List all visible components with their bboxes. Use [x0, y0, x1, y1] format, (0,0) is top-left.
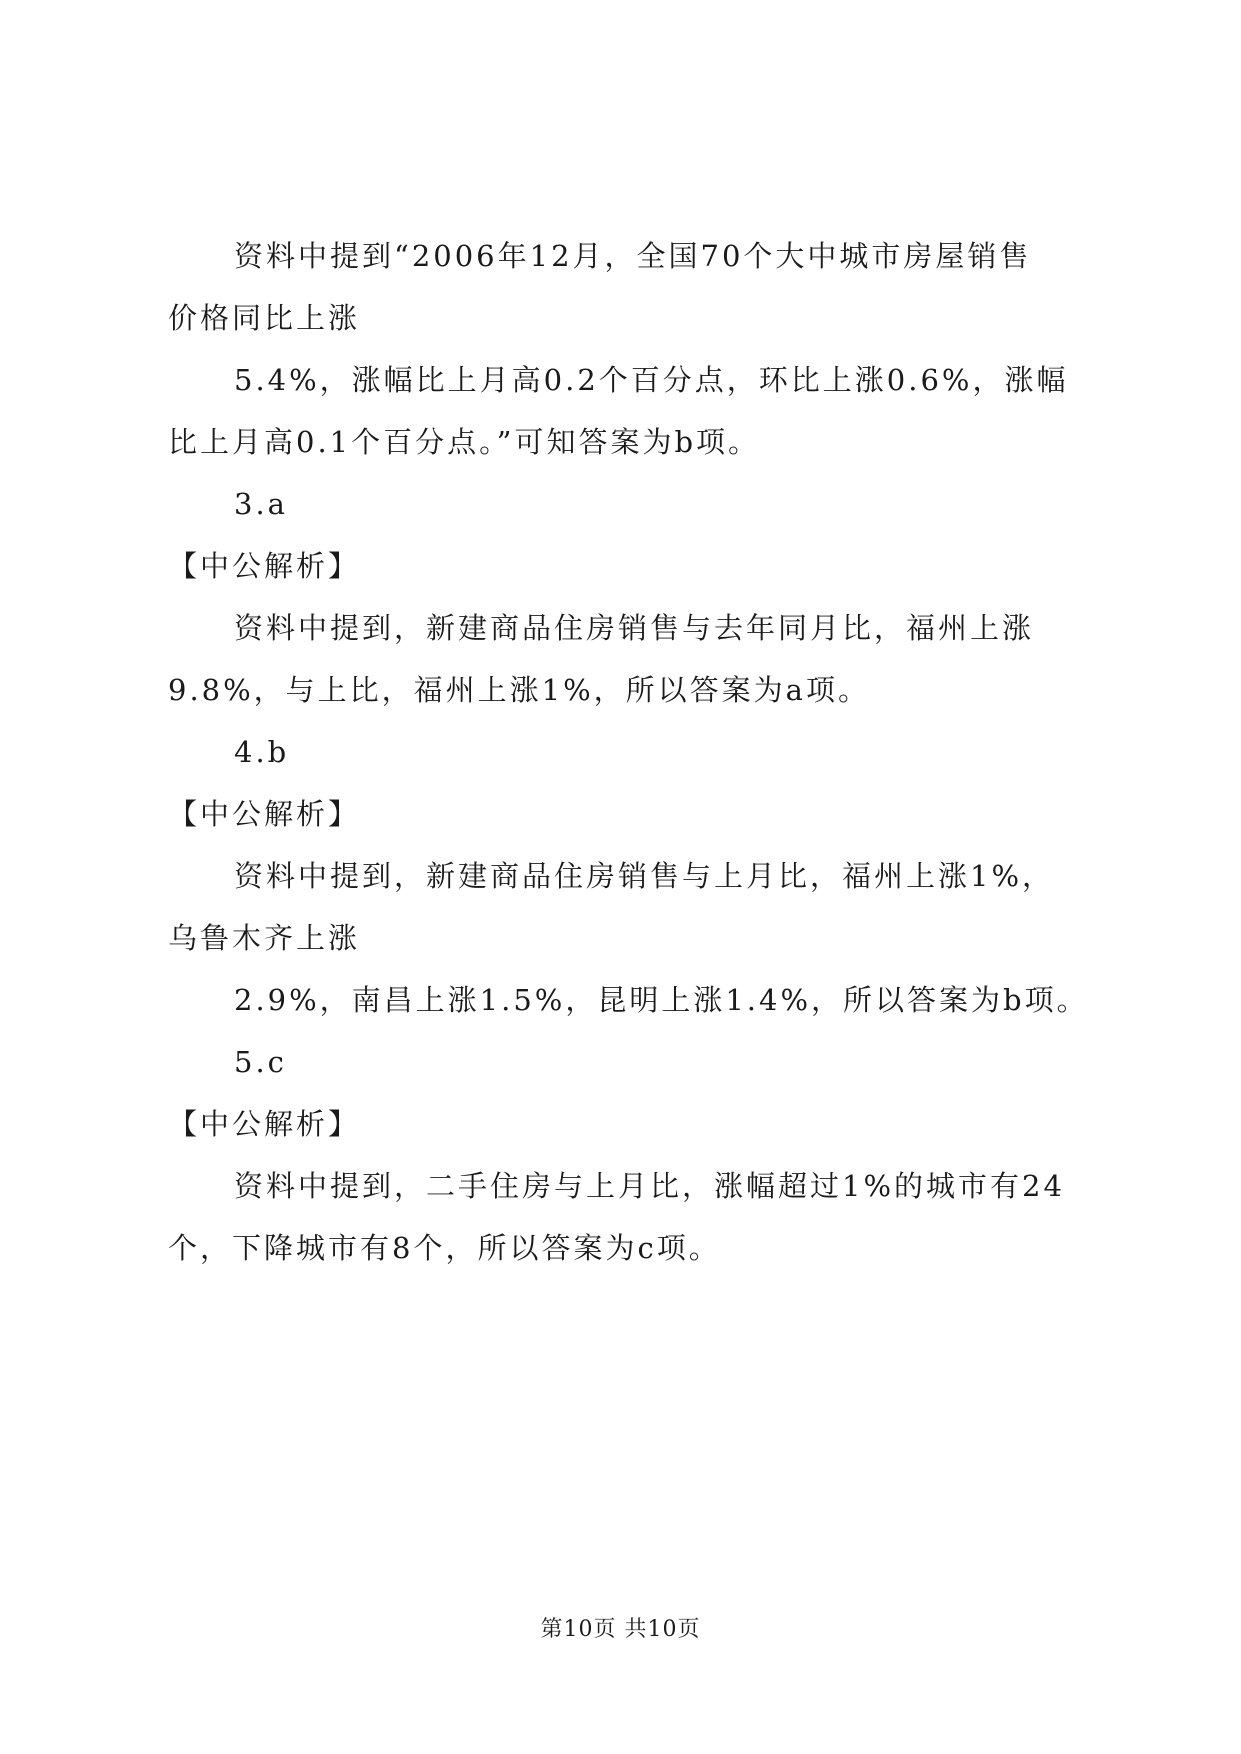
text-line: 资料中提到，新建商品住房销售与去年同月比，福州上涨 — [234, 611, 1035, 645]
text-line: 资料中提到“2006年12月，全国70个大中城市房屋销售 — [234, 239, 1032, 273]
analysis-heading: 【中公解析】 — [168, 1107, 361, 1141]
text-line: 2.9%，南昌上涨1.5%，昆明上涨1.4%，所以答案为b项。 — [234, 983, 1089, 1017]
analysis-heading: 【中公解析】 — [168, 549, 361, 583]
answer-label: 4.b — [234, 735, 290, 769]
text-line: 乌鲁木齐上涨 — [168, 921, 361, 955]
page-footer: 第10页 共10页 — [540, 1617, 701, 1642]
text-line: 价格同比上涨 — [168, 301, 361, 335]
text-line: 9.8%，与上比，福州上涨1%，所以答案为a项。 — [168, 673, 870, 707]
text-line: 资料中提到，二手住房与上月比，涨幅超过1%的城市有24 — [234, 1169, 1065, 1203]
text-line: 5.4%，涨幅比上月高0.2个百分点，环比上涨0.6%，涨幅 — [234, 363, 1069, 397]
analysis-heading: 【中公解析】 — [168, 797, 361, 831]
text-line: 资料中提到，新建商品住房销售与上月比，福州上涨1%， — [234, 859, 1055, 893]
answer-label: 5.c — [234, 1045, 287, 1079]
text-line: 比上月高0.1个百分点。”可知答案为b项。 — [168, 425, 761, 459]
document-body — [168, 225, 1088, 1279]
text-line: 个，下降城市有8个，所以答案为c项。 — [168, 1231, 721, 1265]
answer-label: 3.a — [234, 487, 288, 521]
